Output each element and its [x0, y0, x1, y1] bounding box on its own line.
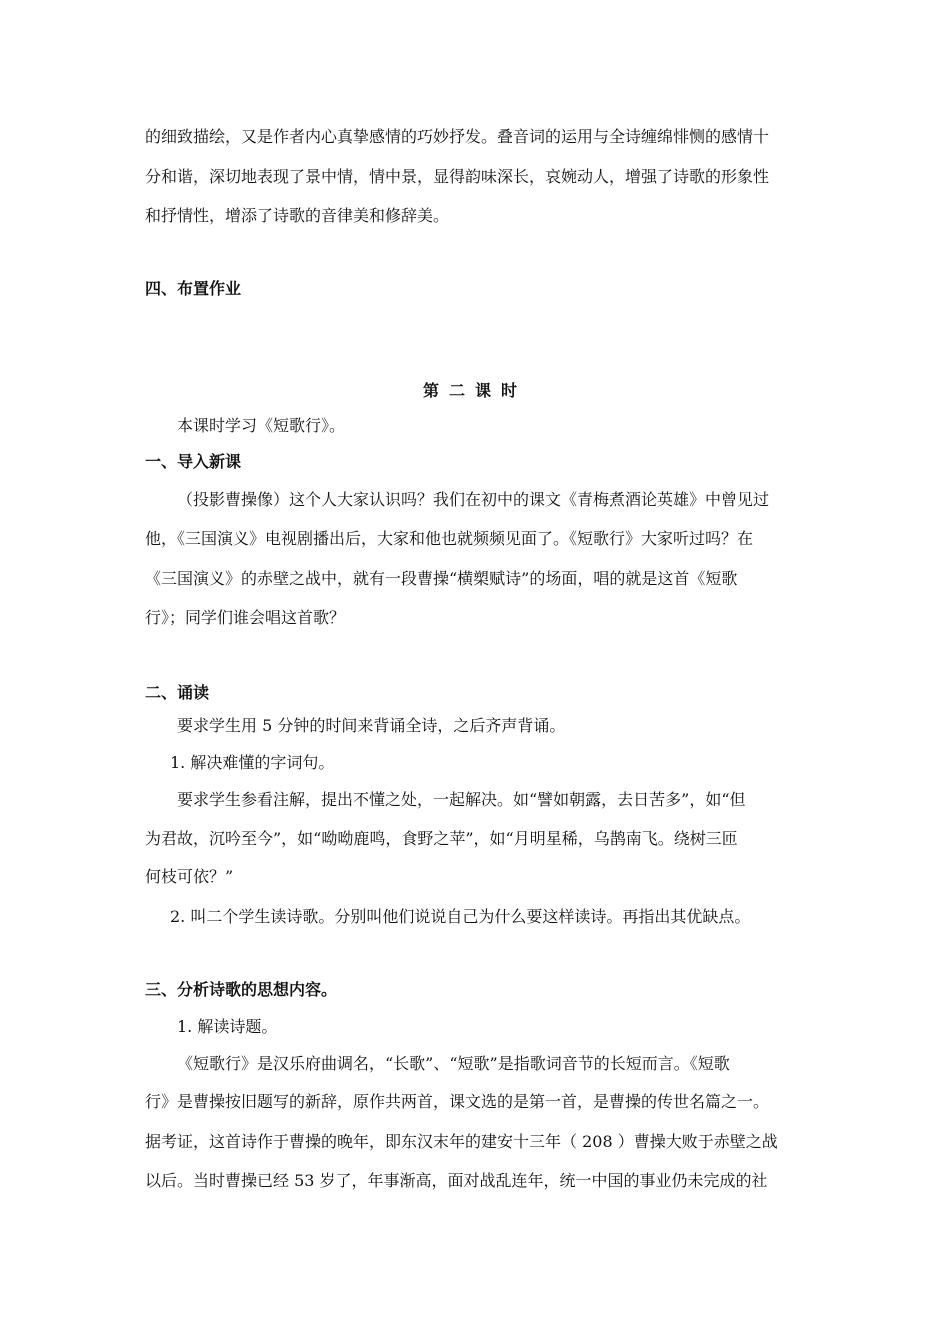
paragraph-line: 他，《三国演义》电视剧播出后，大家和他也就频频见面了。《短歌行》大家听过吗？在 — [145, 529, 754, 548]
paragraph-line: （投影曹操像）这个人大家认识吗？我们在初中的课文《青梅煮酒论英雄》中曾见过 — [177, 490, 770, 509]
paragraph-line: 《三国演义》的赤壁之战中，就有一段曹操“横槊赋诗”的场面，唱的就是这首《短歌 — [145, 569, 738, 588]
lesson-title: 第二课时 — [422, 381, 527, 400]
paragraph-line: 以后。当时曹操已经 53 岁了，年事渐高，面对战乱连年，统一中国的事业仍未完成的社 — [145, 1171, 768, 1190]
paragraph-line: 何枝可依？” — [145, 867, 234, 886]
paragraph-line: 行》；同学们谁会唱这首歌？ — [145, 608, 346, 627]
section-heading: 三、分析诗歌的思想内容。 — [145, 980, 338, 999]
paragraph-line: 据考证，这首诗作于曹操的晚年，即东汉末年的建安十三年（ 208 ）曹操大败于赤壁之战 — [145, 1132, 778, 1151]
paragraph-line: 的细致描绘，又是作者内心真挚感情的巧妙抒发。叠音词的运用与全诗缠绵悱恻的感情十 — [145, 127, 770, 146]
list-item: 1. 解读诗题。 — [177, 1017, 278, 1036]
paragraph-line: 要求学生用 5 分钟的时间来背诵全诗，之后齐声背诵。 — [177, 716, 566, 735]
list-item: 2. 叫二个学生读诗歌。分别叫他们说说自己为什么要这样读诗。再指出其优缺点。 — [170, 907, 751, 926]
paragraph-line: 要求学生参看注解，提出不懂之处，一起解决。如“譬如朝露，去日苦多”，如“但 — [177, 790, 746, 809]
paragraph-line: 和抒情性，增添了诗歌的音律美和修辞美。 — [145, 206, 450, 225]
paragraph-line: 分和谐，深切地表现了景中情，情中景，显得韵味深长，哀婉动人，增强了诗歌的形象性 — [145, 167, 770, 186]
section-heading: 四、布置作业 — [145, 279, 242, 298]
paragraph-line: 为君故，沉吟至今”，如“呦呦鹿鸣，食野之苹”，如“月明星稀，乌鹊南飞。绕树三匝 — [145, 829, 738, 848]
lesson-intro: 本课时学习《短歌行》。 — [177, 416, 346, 435]
paragraph-line: 行》是曹操按旧题写的新辞，原作共两首，课文选的是第一首，是曹操的传世名篇之一。 — [145, 1092, 770, 1111]
list-item: 1. 解决难懂的字词句。 — [170, 753, 335, 772]
section-heading: 二、诵读 — [145, 683, 210, 702]
section-heading: 一、导入新课 — [145, 452, 242, 471]
paragraph-line: 《短歌行》是汉乐府曲调名，“长歌”、“短歌”是指歌词音节的长短而言。《短歌 — [177, 1054, 730, 1073]
